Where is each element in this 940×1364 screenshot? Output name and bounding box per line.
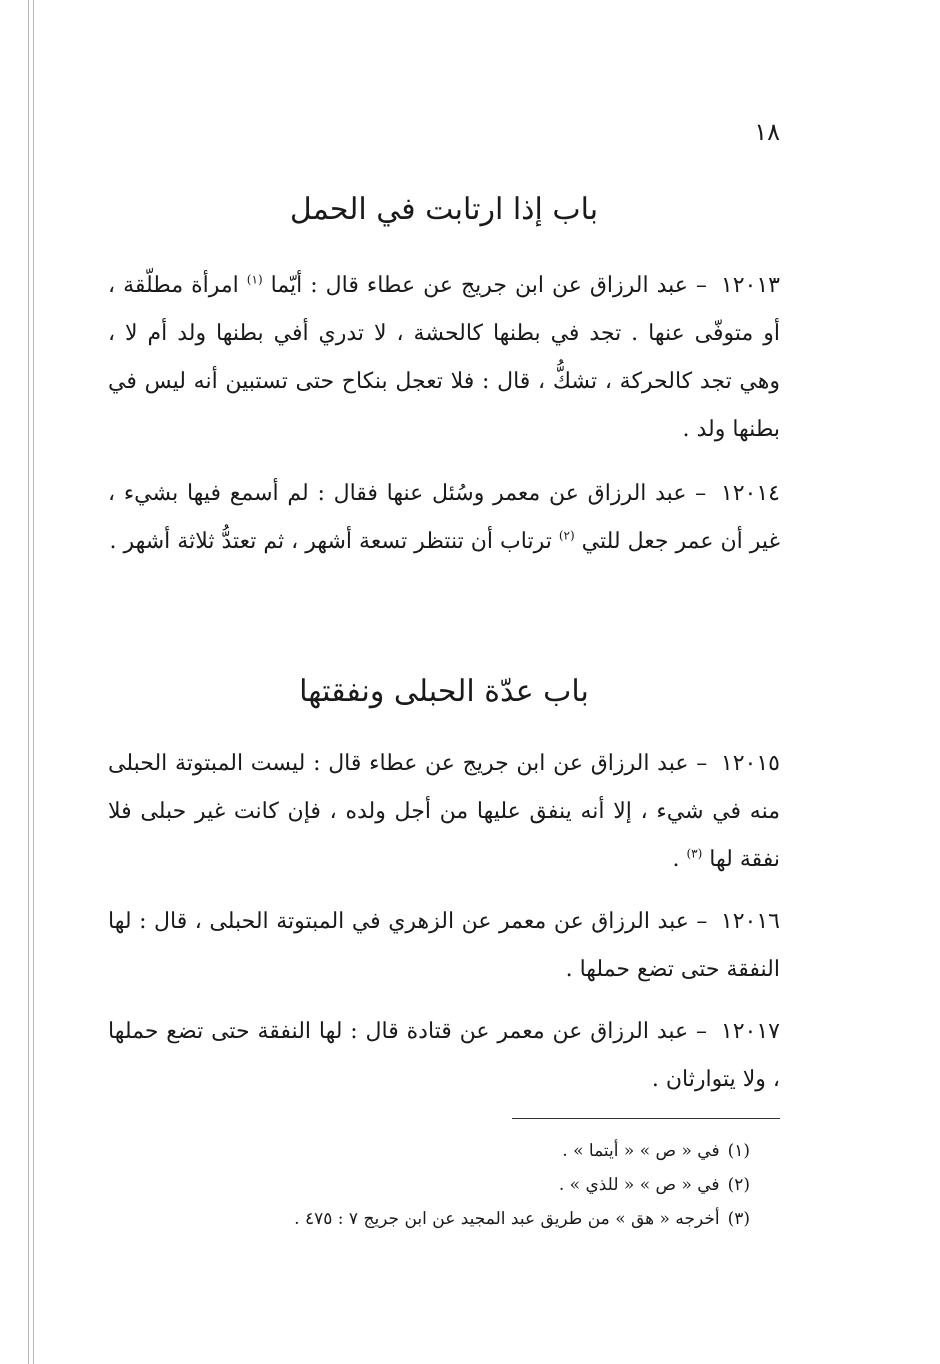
- footnote-mark: (٣): [727, 1209, 750, 1229]
- section-heading-2: باب عدّة الحبلى ونفقتها: [299, 674, 589, 709]
- hadith-number: ١٢٠١٣: [720, 273, 780, 298]
- hadith-text: – عبد الرزاق عن معمر عن الزهري في المبتوتة الحبلى ، قال : لها النفقة حتى تضع حملها .: [108, 909, 780, 982]
- hadith-text: – عبد الرزاق عن معمر عن قتادة قال : لها النفقة حتى تضع حملها ، ولا يتوارثان .: [108, 1019, 780, 1092]
- footnote-1: [108, 1134, 750, 1168]
- hadith-12014: [108, 470, 780, 566]
- hadith-number: ١٢٠١٦: [720, 909, 780, 934]
- footnote-text: أخرجه « هق » من طريق عبد المجيد عن ابن جريج ٧ : ٤٧٥ .: [294, 1209, 720, 1229]
- footnote-text: في « ص » « أيتما » .: [562, 1141, 720, 1161]
- hadith-text: – عبد الرزاق عن معمر وسُئل عنها فقال : لم أسمع فيها بشيء ، غير أن عمر جعل للتي: [108, 481, 780, 554]
- footnote-2: [108, 1168, 750, 1202]
- footnote-mark: (٢): [727, 1175, 750, 1195]
- hadith-text: .: [672, 847, 680, 872]
- hadith-text: امرأة مطلّقة ، أو متوفّى عنها . تجد في بطنها كالحشة ، لا تدري أفي بطنها ولد أم لا ، وهي تجد كالحركة ، تشكُّ ، قال : فلا تعجل بنكاح حتى تستبين أنه ليس في بطنها ولد .: [108, 273, 780, 442]
- footnote-mark: (١): [727, 1141, 750, 1161]
- hadith-number: ١٢٠١٧: [720, 1019, 780, 1044]
- hadith-12013: [108, 262, 780, 454]
- footnote-ref: (١): [246, 272, 263, 287]
- footnote-divider: [512, 1118, 780, 1119]
- section-heading-1: باب إذا ارتابت في الحمل: [289, 192, 599, 227]
- footnote-ref: (٣): [686, 846, 703, 861]
- hadith-number: ١٢٠١٤: [720, 481, 780, 506]
- footnote-text: في « ص » « للذي » .: [558, 1175, 720, 1195]
- hadith-12017: [108, 1008, 780, 1104]
- hadith-number: ١٢٠١٥: [720, 751, 780, 776]
- hadith-12016: [108, 898, 780, 994]
- page-number: ١٨: [754, 118, 780, 146]
- hadith-text: – عبد الرزاق عن ابن جريج عن عطاء قال : ليست المبتوتة الحبلى منه في شيء ، إلا أنه ينفق عليها من أجل ولده ، فإن كانت غير حبلى فلا نفقة لها: [108, 751, 780, 872]
- footnote-3: [108, 1202, 750, 1236]
- binding-line-left-inner: [33, 0, 34, 1364]
- binding-line-left: [28, 0, 29, 1364]
- footnotes: [108, 1134, 750, 1236]
- hadith-text: ترتاب أن تنتظر تسعة أشهر ، ثم تعتدُّ ثلاثة أشهر .: [109, 529, 552, 554]
- hadith-text: – عبد الرزاق عن ابن جريج عن عطاء قال : أيّما: [270, 273, 707, 298]
- footnote-ref: (٢): [558, 528, 575, 543]
- hadith-12015: [108, 740, 780, 884]
